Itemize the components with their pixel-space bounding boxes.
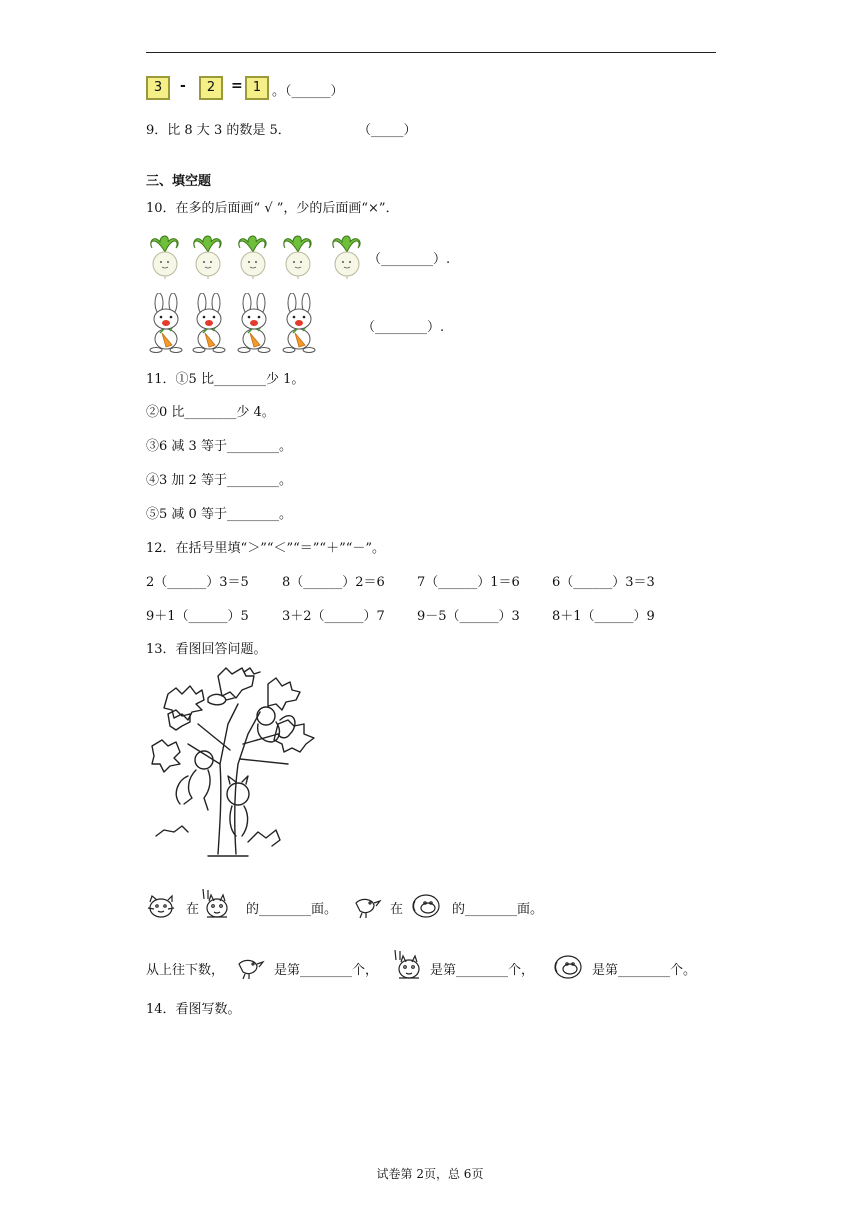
monkey-icon	[552, 954, 584, 980]
q11-item: ③6 减 3 等于________。	[146, 439, 292, 454]
q13-line2-word-b: 是第________个，	[430, 963, 535, 978]
radish-icon	[189, 232, 227, 280]
header-rule	[146, 52, 716, 53]
q8-answer-paren: 。（______）	[272, 84, 344, 99]
monkey-icon	[410, 893, 442, 919]
rabbit-icon	[146, 293, 186, 353]
q12-expr: 7（______）1＝6	[417, 575, 520, 590]
number-box-1: 1	[245, 76, 269, 100]
q13-text: 13．看图回答问题。	[146, 642, 267, 657]
q12-expr: 9－5（______）3	[417, 609, 520, 624]
q14-text: 14．看图写数。	[146, 1002, 241, 1017]
minus-sign: -	[180, 78, 186, 94]
cat-icon	[146, 894, 176, 920]
squirrel-icon	[392, 948, 426, 982]
q11-item: ⑤5 减 0 等于________。	[146, 507, 292, 522]
q13-line2-word-a: 是第________个，	[274, 963, 379, 978]
q13-line1-word-a: 在	[186, 902, 200, 917]
tree-animals-illustration	[148, 664, 326, 860]
q12-expr: 3＋2（______）7	[282, 609, 385, 624]
section-title: 三、填空题	[146, 174, 212, 189]
radish-icon	[146, 232, 184, 280]
equals-sign: =	[231, 78, 243, 94]
q10-text: 10．在多的后面画“ √ ”，少的后面画“×”．	[146, 201, 399, 216]
squirrel-icon	[200, 887, 234, 921]
q12-expr: 6（______）3＝3	[552, 575, 655, 590]
bird-icon	[352, 893, 382, 919]
q13-line2-prefix: 从上往下数，	[146, 963, 225, 978]
rabbit-icon	[189, 293, 229, 353]
radish-icon	[234, 232, 272, 280]
q13-line1-word-d: 的________面。	[452, 902, 544, 917]
q12-expr: 2（______）3＝5	[146, 575, 249, 590]
number-box-3: 3	[146, 76, 170, 100]
q10-row1-blank: （________）.	[368, 252, 451, 267]
page-footer: 试卷第 2页，总 6页	[376, 1167, 484, 1181]
number-box-2: 2	[199, 76, 223, 100]
radish-icon	[328, 232, 366, 280]
q10-row2-blank: （________）.	[362, 320, 445, 335]
q11-item: ②0 比________少 4。	[146, 405, 275, 420]
q9-answer-paren: （_____）	[358, 123, 417, 138]
q13-line1-word-c: 在	[390, 902, 404, 917]
bird-icon	[235, 954, 265, 980]
q13-line1-word-b: 的________面。	[246, 902, 338, 917]
q11-item: 11．①5 比________少 1。	[146, 372, 305, 387]
q12-expr: 8＋1（______）9	[552, 609, 655, 624]
q12-expr: 9＋1（______）5	[146, 609, 249, 624]
q12-expr: 8（______）2＝6	[282, 575, 385, 590]
rabbit-icon	[234, 293, 274, 353]
q12-text: 12．在括号里填“＞”“＜”“＝”“＋”“－”。	[146, 541, 386, 556]
rabbit-icon	[279, 293, 319, 353]
q13-line2-word-c: 是第________个。	[592, 963, 697, 978]
q11-item: ④3 加 2 等于________。	[146, 473, 292, 488]
radish-icon	[279, 232, 317, 280]
q9-text: 9．比 8 大 3 的数是 5．	[146, 123, 291, 138]
